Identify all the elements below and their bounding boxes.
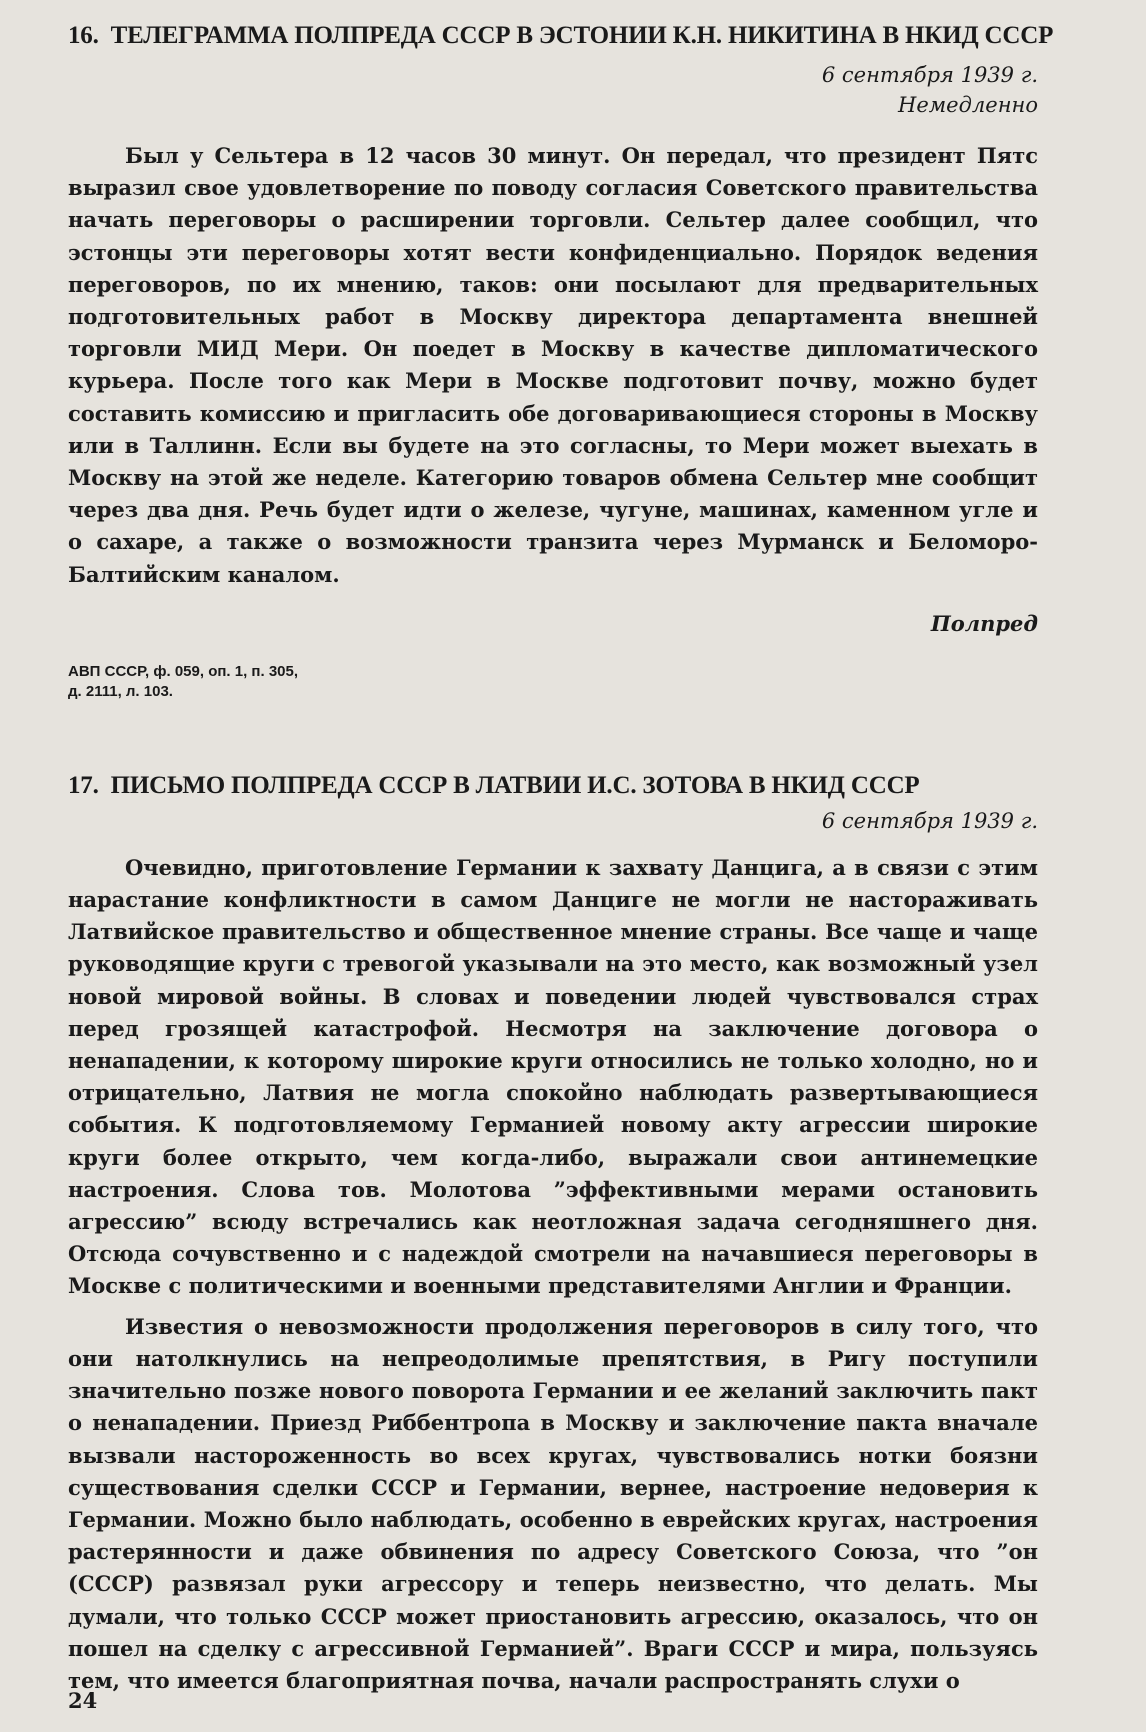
document-16-archive-source bbox=[68, 662, 388, 702]
document-16-title-text: ТЕЛЕГРАММА ПОЛПРЕДА СССР В ЭСТОНИИ К.Н. НИКИТИНА В НКИД СССР bbox=[110, 22, 1054, 49]
document-17-date: 6 сентября 1939 г. bbox=[821, 808, 1038, 833]
document-16-paragraph: Был у Сельтера в 12 часов 30 минут. Он передал, что президент Пятс выразил свое удовлетворение по поводу согласия Советского правительства начать переговоры о расширении торговли. Сельтер далее сообщил, что эстонцы эти переговоры хотят вести конфиденциально. Порядок ведения переговоров, по их мнению, таков: они посылают для предварительных подготовительных работ в Москву директора департамента внешней торговли МИД Мери. Он поедет в Москву в качестве дипломатического курьера. После того как Мери в Москве подготовит почву, можно будет составить комиссию и пригласить обе договаривающиеся стороны в Москву или в Таллинн. Если вы будете на это согласны, то Мери может выехать в Москву на этой же неделе. Категорию товаров обмена Сельтер мне сообщит через два дня. Речь будет идти о железе, чугуне, машинах, каменном угле и о сахаре, а также о возможности транзита через Мурманск и Беломоро-Балтийским каналом. bbox=[68, 143, 1038, 587]
archive-source-line: АВП СССР, ф. 059, оп. 1, п. 305, bbox=[68, 662, 299, 680]
document-16-signature: Полпред bbox=[930, 610, 1038, 636]
document-17-title bbox=[68, 772, 1038, 800]
document-16-body bbox=[68, 140, 1038, 591]
document-17-title-text: ПИСЬМО ПОЛПРЕДА СССР В ЛАТВИИ И.С. ЗОТОВА В НКИД СССР bbox=[110, 771, 920, 799]
document-16-date: 6 сентября 1939 г. bbox=[821, 63, 1038, 87]
document-17-paragraph: Известия о невозможности продолжения переговоров в силу того, что они натолкнулись на непреодолимые препятствия, в Ригу поступили значительно позже нового поворота Германии и ее желаний заключить пакт о ненападении. Приезд Риббентропа в Москву и заключение пакта вначале вызвали настороженность во всех кругах, чувствовались нотки боязни существования сделки СССР и Германии, вернее, настроение недоверия к Германии. Можно было наблюдать, особенно в еврейских кругах, настроения растерянности и даже обвинения по адресу Советского Союза, что ”он (СССР) развязал руки агрессору и теперь неизвестно, что делать. Мы думали, что только СССР может приостановить агрессию, оказалось, что он пошел на сделку с агрессивной Германией”. Враги СССР и мира, пользуясь тем, что имеется благоприятная почва, начали распространять слухи о bbox=[68, 1313, 1038, 1693]
document-17-paragraph: Очевидно, приготовление Германии к захвату Данцига, а в связи с этим нарастание конфликтности в самом Данциге не могли не настораживать Латвийское правительство и общественное мнение страны. Все чаще и чаще руководящие круги с тревогой указывали на это место, как возможный узел новой мировой войны. В словах и поведении людей чувствовался страх перед грозящей катастрофой. Несмотря на заключение договора о ненападении, к которому широкие круги относились не только холодно, но и отрицательно, Латвия не могла спокойно наблюдать развертывающиеся события. К подготовляемому Германией новому акту агрессии широкие круги более открыто, чем когда-либо, выражали свои антинемецкие настроения. Слова тов. Молотова ”эффективными мерами остановить агрессию” всюду встречались как неотложная задача сегодняшнего дня. Отсюда сочувственно и с надеждой смотрели на начавшиеся переговоры в Москве с политическими и военными представителями Англии и Франции. bbox=[68, 854, 1038, 1299]
document-17-number: 17. bbox=[68, 771, 99, 799]
document-17-body bbox=[68, 852, 1038, 1697]
page-number: 24 bbox=[68, 1688, 98, 1713]
document-16-title bbox=[68, 22, 1054, 50]
document-16-urgency: Немедленно bbox=[898, 93, 1038, 117]
document-16-number: 16. bbox=[68, 22, 99, 49]
archive-source-line: д. 2111, л. 103. bbox=[68, 682, 173, 700]
